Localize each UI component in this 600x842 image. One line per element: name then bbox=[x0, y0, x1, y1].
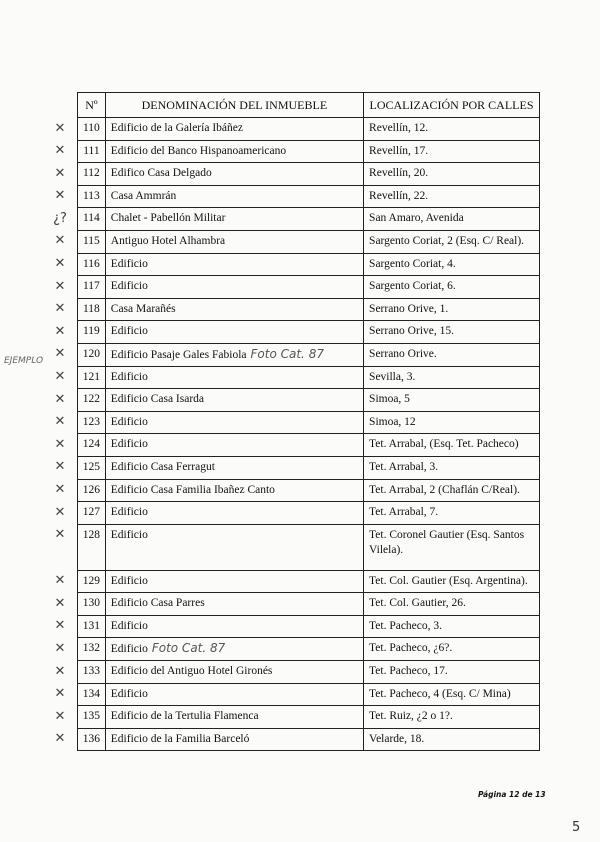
row-location: Serrano Orive. bbox=[364, 343, 540, 366]
row-number: 124 bbox=[78, 434, 106, 457]
row-location: Tet. Col. Gautier (Esq. Argentina). bbox=[364, 570, 540, 593]
table-row bbox=[78, 615, 540, 638]
row-number: 125 bbox=[78, 456, 106, 479]
row-denomination bbox=[105, 728, 363, 751]
margin-check-mark: ✕ bbox=[54, 256, 66, 272]
table-row bbox=[78, 389, 540, 412]
margin-check-mark: ✕ bbox=[54, 414, 66, 430]
row-number: 134 bbox=[78, 683, 106, 706]
row-denomination bbox=[105, 208, 363, 231]
denomination-text: Antiguo Hotel Alhambra bbox=[110, 234, 226, 247]
row-location: Sevilla, 3. bbox=[364, 366, 540, 389]
row-location: Serrano Orive, 1. bbox=[364, 298, 540, 321]
margin-check-mark: ✕ bbox=[54, 595, 66, 611]
row-denomination bbox=[105, 230, 363, 253]
row-location: Revellín, 22. bbox=[364, 185, 540, 208]
denomination-text: Edificio de la Tertulia Flamenca bbox=[110, 710, 259, 723]
denomination-text: Casa Marañés bbox=[110, 302, 176, 315]
row-location: Serrano Orive, 15. bbox=[364, 321, 540, 344]
denomination-text: Edificio bbox=[110, 528, 148, 541]
row-location: Tet. Arrabal, (Esq. Tet. Pacheco) bbox=[364, 434, 540, 457]
row-number: 112 bbox=[78, 163, 106, 186]
row-denomination bbox=[105, 683, 363, 706]
table-body bbox=[78, 118, 540, 751]
row-location: Tet. Pacheco, 17. bbox=[364, 661, 540, 684]
table-row bbox=[78, 706, 540, 729]
row-location: Sargento Coriat, 4. bbox=[364, 253, 540, 276]
margin-check-mark: ¿? bbox=[53, 210, 67, 226]
table-row bbox=[78, 524, 540, 570]
row-number: 135 bbox=[78, 706, 106, 729]
row-location: San Amaro, Avenida bbox=[364, 208, 540, 231]
denomination-text: Casa Ammrán bbox=[110, 189, 177, 202]
row-number: 136 bbox=[78, 728, 106, 751]
margin-check-mark: ✕ bbox=[54, 640, 66, 656]
row-number: 126 bbox=[78, 479, 106, 502]
denomination-text: Edificio bbox=[110, 280, 148, 293]
denomination-text: Edificio bbox=[110, 643, 148, 656]
row-number: 119 bbox=[78, 321, 106, 344]
inventory-table bbox=[77, 92, 540, 751]
margin-check-mark: ✕ bbox=[54, 391, 66, 407]
table-row bbox=[78, 366, 540, 389]
denomination-text: Edificio bbox=[110, 257, 148, 270]
margin-check-mark: ✕ bbox=[54, 663, 66, 679]
row-denomination bbox=[105, 411, 363, 434]
denomination-text: Edificio bbox=[110, 506, 148, 519]
row-location: Tet. Ruiz, ¿2 o 1?. bbox=[364, 706, 540, 729]
header-location: LOCALIZACIÓN POR CALLES bbox=[364, 93, 540, 118]
row-denomination bbox=[105, 366, 363, 389]
denomination-text: Edificio bbox=[110, 574, 148, 587]
row-denomination bbox=[105, 456, 363, 479]
row-denomination bbox=[105, 593, 363, 616]
denomination-text: Edificio Casa Isarda bbox=[110, 393, 205, 406]
row-denomination bbox=[105, 321, 363, 344]
table-row bbox=[78, 661, 540, 684]
row-number: 116 bbox=[78, 253, 106, 276]
denomination-text: Edificio Pasaje Gales Fabiola bbox=[110, 348, 247, 361]
row-denomination bbox=[105, 163, 363, 186]
table-row bbox=[78, 208, 540, 231]
denomination-text: Edificio del Banco Hispanoamericano bbox=[110, 144, 287, 157]
denomination-text: Edificio Casa Ferragut bbox=[110, 460, 215, 473]
row-denomination bbox=[105, 661, 363, 684]
table-row bbox=[78, 298, 540, 321]
row-number: 131 bbox=[78, 615, 106, 638]
row-location: Simoa, 12 bbox=[364, 411, 540, 434]
table-row bbox=[78, 321, 540, 344]
row-location: Tet. Pacheco, 3. bbox=[364, 615, 540, 638]
row-number: 133 bbox=[78, 661, 106, 684]
row-number: 111 bbox=[78, 140, 106, 163]
table-row bbox=[78, 343, 540, 366]
margin-check-mark: ✕ bbox=[54, 120, 66, 136]
row-denomination bbox=[105, 118, 363, 141]
margin-check-mark: ✕ bbox=[54, 573, 66, 589]
row-number: 113 bbox=[78, 185, 106, 208]
row-location: Tet. Pacheco, 4 (Esq. C/ Mina) bbox=[364, 683, 540, 706]
table-row bbox=[78, 593, 540, 616]
margin-check-mark: ✕ bbox=[54, 527, 66, 543]
denomination-text: Edificio bbox=[110, 438, 148, 451]
row-denomination bbox=[105, 502, 363, 525]
table-row bbox=[78, 728, 540, 751]
row-denomination bbox=[105, 706, 363, 729]
table-row bbox=[78, 456, 540, 479]
row-number: 132 bbox=[78, 638, 106, 661]
table-row bbox=[78, 140, 540, 163]
row-location: Tet. Arrabal, 2 (Chaflán C/Real). bbox=[364, 479, 540, 502]
row-denomination bbox=[105, 140, 363, 163]
margin-check-mark: ✕ bbox=[54, 482, 66, 497]
table-row bbox=[78, 683, 540, 706]
row-location: Tet. Arrabal, 7. bbox=[364, 502, 540, 525]
row-number: 130 bbox=[78, 593, 106, 616]
table-row bbox=[78, 230, 540, 253]
row-denomination bbox=[105, 253, 363, 276]
row-location: Tet. Arrabal, 3. bbox=[364, 456, 540, 479]
margin-check-mark: ✕ bbox=[54, 301, 66, 317]
margin-check-mark: ✕ bbox=[54, 459, 66, 475]
denomination-text: Edificio del Antiguo Hotel Gironés bbox=[110, 665, 273, 678]
header-number: Nº bbox=[78, 93, 106, 118]
page-footer: Página 12 de 13 bbox=[478, 790, 546, 799]
margin-note-ejemplo: EJEMPLO bbox=[4, 356, 44, 366]
row-denomination bbox=[105, 434, 363, 457]
margin-check-mark: ✕ bbox=[54, 346, 66, 362]
margin-check-mark: ✕ bbox=[54, 618, 66, 634]
row-number: 117 bbox=[78, 276, 106, 299]
margin-check-mark: ✕ bbox=[54, 731, 66, 747]
row-denomination bbox=[105, 389, 363, 412]
row-location: Velarde, 18. bbox=[364, 728, 540, 751]
margin-check-mark: ✕ bbox=[54, 504, 66, 520]
row-number: 114 bbox=[78, 208, 106, 231]
row-number: 123 bbox=[78, 411, 106, 434]
table-row bbox=[78, 276, 540, 299]
margin-check-mark: ✕ bbox=[54, 188, 66, 204]
row-number: 120 bbox=[78, 343, 106, 366]
row-location: Tet. Coronel Gautier (Esq. Santos Vilela). bbox=[364, 524, 540, 570]
table-row bbox=[78, 253, 540, 276]
row-denomination bbox=[105, 524, 363, 570]
row-location: Tet. Col. Gautier, 26. bbox=[364, 593, 540, 616]
denomination-text: Edificio bbox=[110, 325, 148, 338]
table-row bbox=[78, 638, 540, 661]
row-location: Simoa, 5 bbox=[364, 389, 540, 412]
row-denomination bbox=[105, 276, 363, 299]
margin-check-mark: ✕ bbox=[54, 278, 66, 294]
denomination-text: Edificio bbox=[110, 619, 148, 632]
denomination-text: Edifico Casa Delgado bbox=[110, 167, 212, 180]
row-number: 127 bbox=[78, 502, 106, 525]
row-location: Sargento Coriat, 2 (Esq. C/ Real). bbox=[364, 230, 540, 253]
margin-check-mark: ✕ bbox=[54, 708, 66, 724]
table-row bbox=[78, 118, 540, 141]
row-number: 121 bbox=[78, 366, 106, 389]
handwritten-note: Foto Cat. 87 bbox=[250, 346, 324, 361]
denomination-text: Edificio de la Galería Ibáñez bbox=[110, 122, 243, 134]
row-denomination bbox=[105, 638, 363, 661]
row-number: 118 bbox=[78, 298, 106, 321]
row-location: Revellín, 20. bbox=[364, 163, 540, 186]
row-number: 129 bbox=[78, 570, 106, 593]
denomination-text: Edificio Casa Familia Ibañez Canto bbox=[110, 483, 275, 496]
margin-check-mark: ✕ bbox=[54, 369, 66, 385]
corner-mark: 5 bbox=[572, 820, 581, 835]
handwritten-note: Foto Cat. 87 bbox=[151, 641, 226, 656]
row-location: Revellín, 17. bbox=[364, 140, 540, 163]
row-number: 115 bbox=[78, 230, 106, 253]
row-denomination bbox=[105, 570, 363, 593]
row-denomination bbox=[105, 343, 363, 366]
denomination-text: Edificio bbox=[110, 370, 148, 383]
table-row bbox=[78, 434, 540, 457]
row-number: 128 bbox=[78, 524, 106, 570]
table-row bbox=[78, 163, 540, 186]
denomination-text: Edificio bbox=[110, 687, 148, 700]
table-row bbox=[78, 479, 540, 502]
table-row bbox=[78, 502, 540, 525]
row-number: 110 bbox=[78, 118, 106, 141]
row-location: Revellín, 12. bbox=[364, 118, 540, 141]
denomination-text: Edificio de la Familia Barceló bbox=[110, 732, 250, 745]
header-denomination: DENOMINACIÓN DEL INMUEBLE bbox=[105, 93, 363, 118]
table-header-row bbox=[78, 93, 540, 118]
row-location: Sargento Coriat, 6. bbox=[364, 276, 540, 299]
row-number: 122 bbox=[78, 389, 106, 412]
row-denomination bbox=[105, 298, 363, 321]
denomination-text: Edificio bbox=[110, 415, 148, 428]
row-denomination bbox=[105, 185, 363, 208]
margin-check-mark: ✕ bbox=[54, 143, 66, 159]
row-denomination bbox=[105, 615, 363, 638]
row-denomination bbox=[105, 479, 363, 502]
margin-check-mark: ✕ bbox=[54, 436, 66, 452]
margin-check-mark: ✕ bbox=[54, 686, 66, 702]
denomination-text: Chalet - Pabellón Militar bbox=[110, 212, 226, 225]
denomination-text: Edificio Casa Parres bbox=[110, 597, 205, 610]
margin-check-mark: ✕ bbox=[54, 165, 66, 181]
margin-check-mark: ✕ bbox=[54, 233, 66, 249]
table-row bbox=[78, 570, 540, 593]
table-row bbox=[78, 185, 540, 208]
row-location: Tet. Pacheco, ¿6?. bbox=[364, 638, 540, 661]
table-row bbox=[78, 411, 540, 434]
margin-check-mark: ✕ bbox=[54, 323, 66, 339]
